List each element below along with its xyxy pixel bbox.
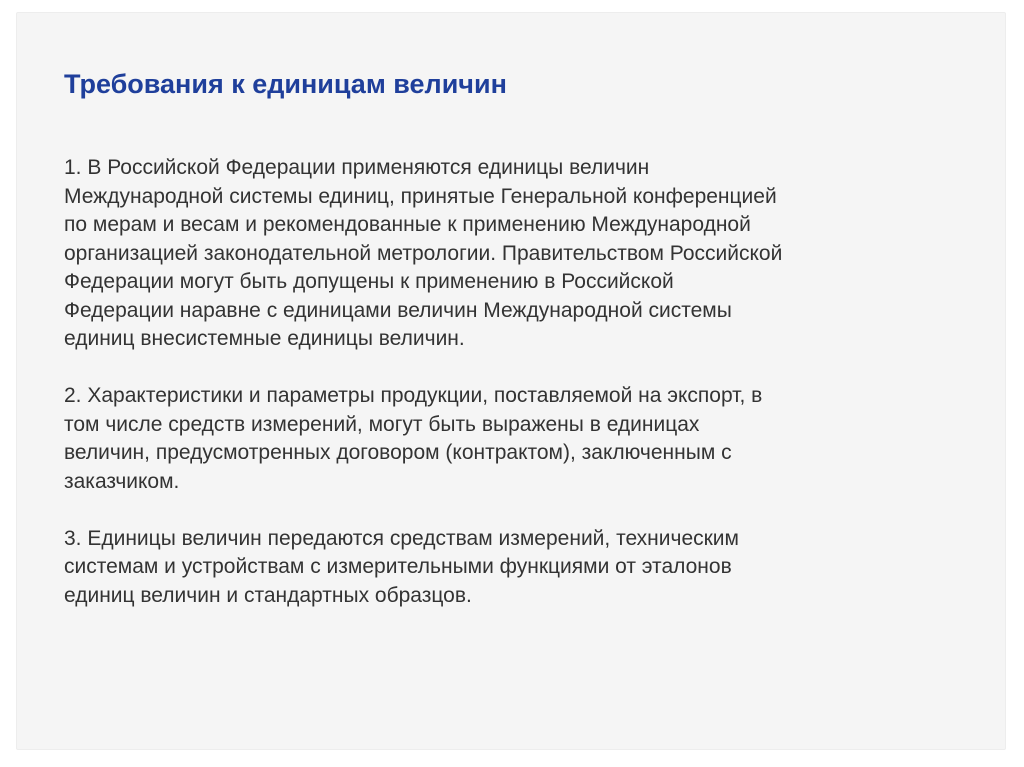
slide-body [64,154,964,610]
slide [16,12,1006,750]
paragraph-2: 2. Характеристики и параметры продукции, поставляемой на экспорт, в том числе средств измерений, могут быть выражены в единицах величин, предусмотренных договором (контрактом), заключенным с заказчиком. [64,384,763,493]
slide-title: Требования к единицам величин [64,69,507,99]
paragraph-3: 3. Единицы величин передаются средствам измерений, техническим системам и устройствам с измерительными функциями от эталонов единиц величин и стандартных образцов. [64,526,739,607]
paragraph-1: 1. В Российской Федерации применяются единицы величин Международной системы единиц, принятые Генеральной конференцией по мерам и весам и рекомендованные к применению Международной организацией законодательной метрологии. Правительством Российской Федерации могут быть допущены к применению в Российской Федерации наравне с единицами величин Международной системы единиц внесистемные единицы величин. [64,156,783,350]
